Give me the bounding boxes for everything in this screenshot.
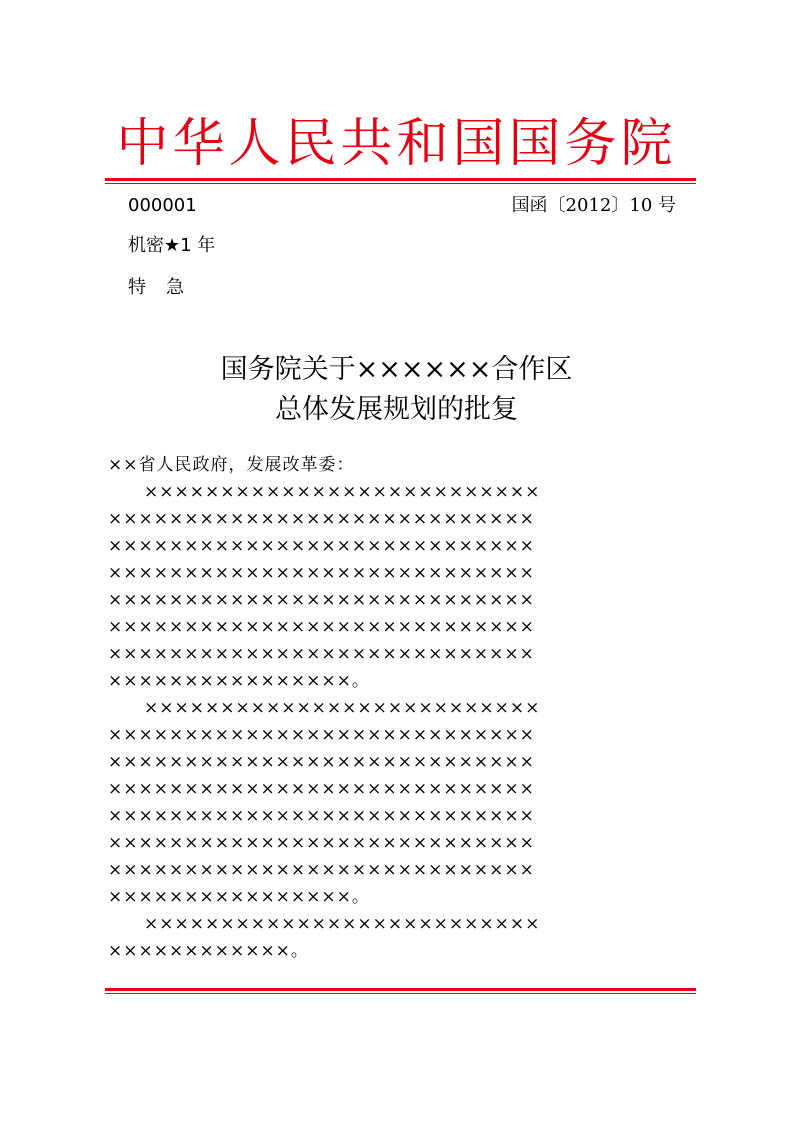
body-line: ×××××××××××××××××××××××××××× <box>108 563 535 583</box>
document-number: 国函〔2012〕10 号 <box>511 195 676 216</box>
secrecy-level: 机密★1 年 <box>128 235 216 256</box>
document-subject <box>0 350 793 430</box>
body-line: ×××××××××××××××××××××××××××× <box>108 752 535 772</box>
header-red-rule-thin <box>105 183 696 184</box>
body-line: ×××××××××××××××××××××××××××× <box>108 536 535 556</box>
header-red-rule-thick <box>105 178 696 181</box>
body-line: ×××××××××××××××××××××××××××× <box>108 860 535 880</box>
document-body <box>108 452 708 965</box>
body-line: ×××××××××××××××××××××××××××× <box>108 509 535 529</box>
body-line: ×××××××××××××××××××××××××× <box>108 698 541 718</box>
serial-number: 000001 <box>128 195 197 216</box>
body-line: ×××××××××××××××××××××××××××× <box>108 644 535 664</box>
body-line: ×××××××××××××××××××××××××××× <box>108 725 535 745</box>
body-line: ××××××××××××××××。 <box>108 671 370 691</box>
header-red-rule <box>105 178 696 184</box>
subject-line-1: 国务院关于××××××合作区 <box>220 354 573 385</box>
urgency-level: 特 急 <box>128 277 185 298</box>
issuer-title: 中华人民共和国国务院 <box>116 114 677 174</box>
footer-red-rule-thin <box>105 993 696 994</box>
subject-line-2: 总体发展规划的批复 <box>275 394 518 425</box>
body-line: ×××××××××××××××××××××××××××× <box>108 590 535 610</box>
body-line: ××××××××××××××××。 <box>108 887 370 907</box>
addressee: ××省人民政府，发展改革委： <box>108 455 355 475</box>
body-line: ×××××××××××××××××××××××××××× <box>108 833 535 853</box>
body-line: ×××××××××××××××××××××××××× <box>108 914 541 934</box>
body-line: ××××××××××××。 <box>108 941 309 961</box>
body-line: ×××××××××××××××××××××××××××× <box>108 617 535 637</box>
footer-red-rule-thick <box>105 988 696 991</box>
body-line: ×××××××××××××××××××××××××× <box>108 482 541 502</box>
serial-row <box>128 193 676 219</box>
body-line: ×××××××××××××××××××××××××××× <box>108 779 535 799</box>
footer-red-rule <box>105 988 696 994</box>
body-line: ×××××××××××××××××××××××××××× <box>108 806 535 826</box>
